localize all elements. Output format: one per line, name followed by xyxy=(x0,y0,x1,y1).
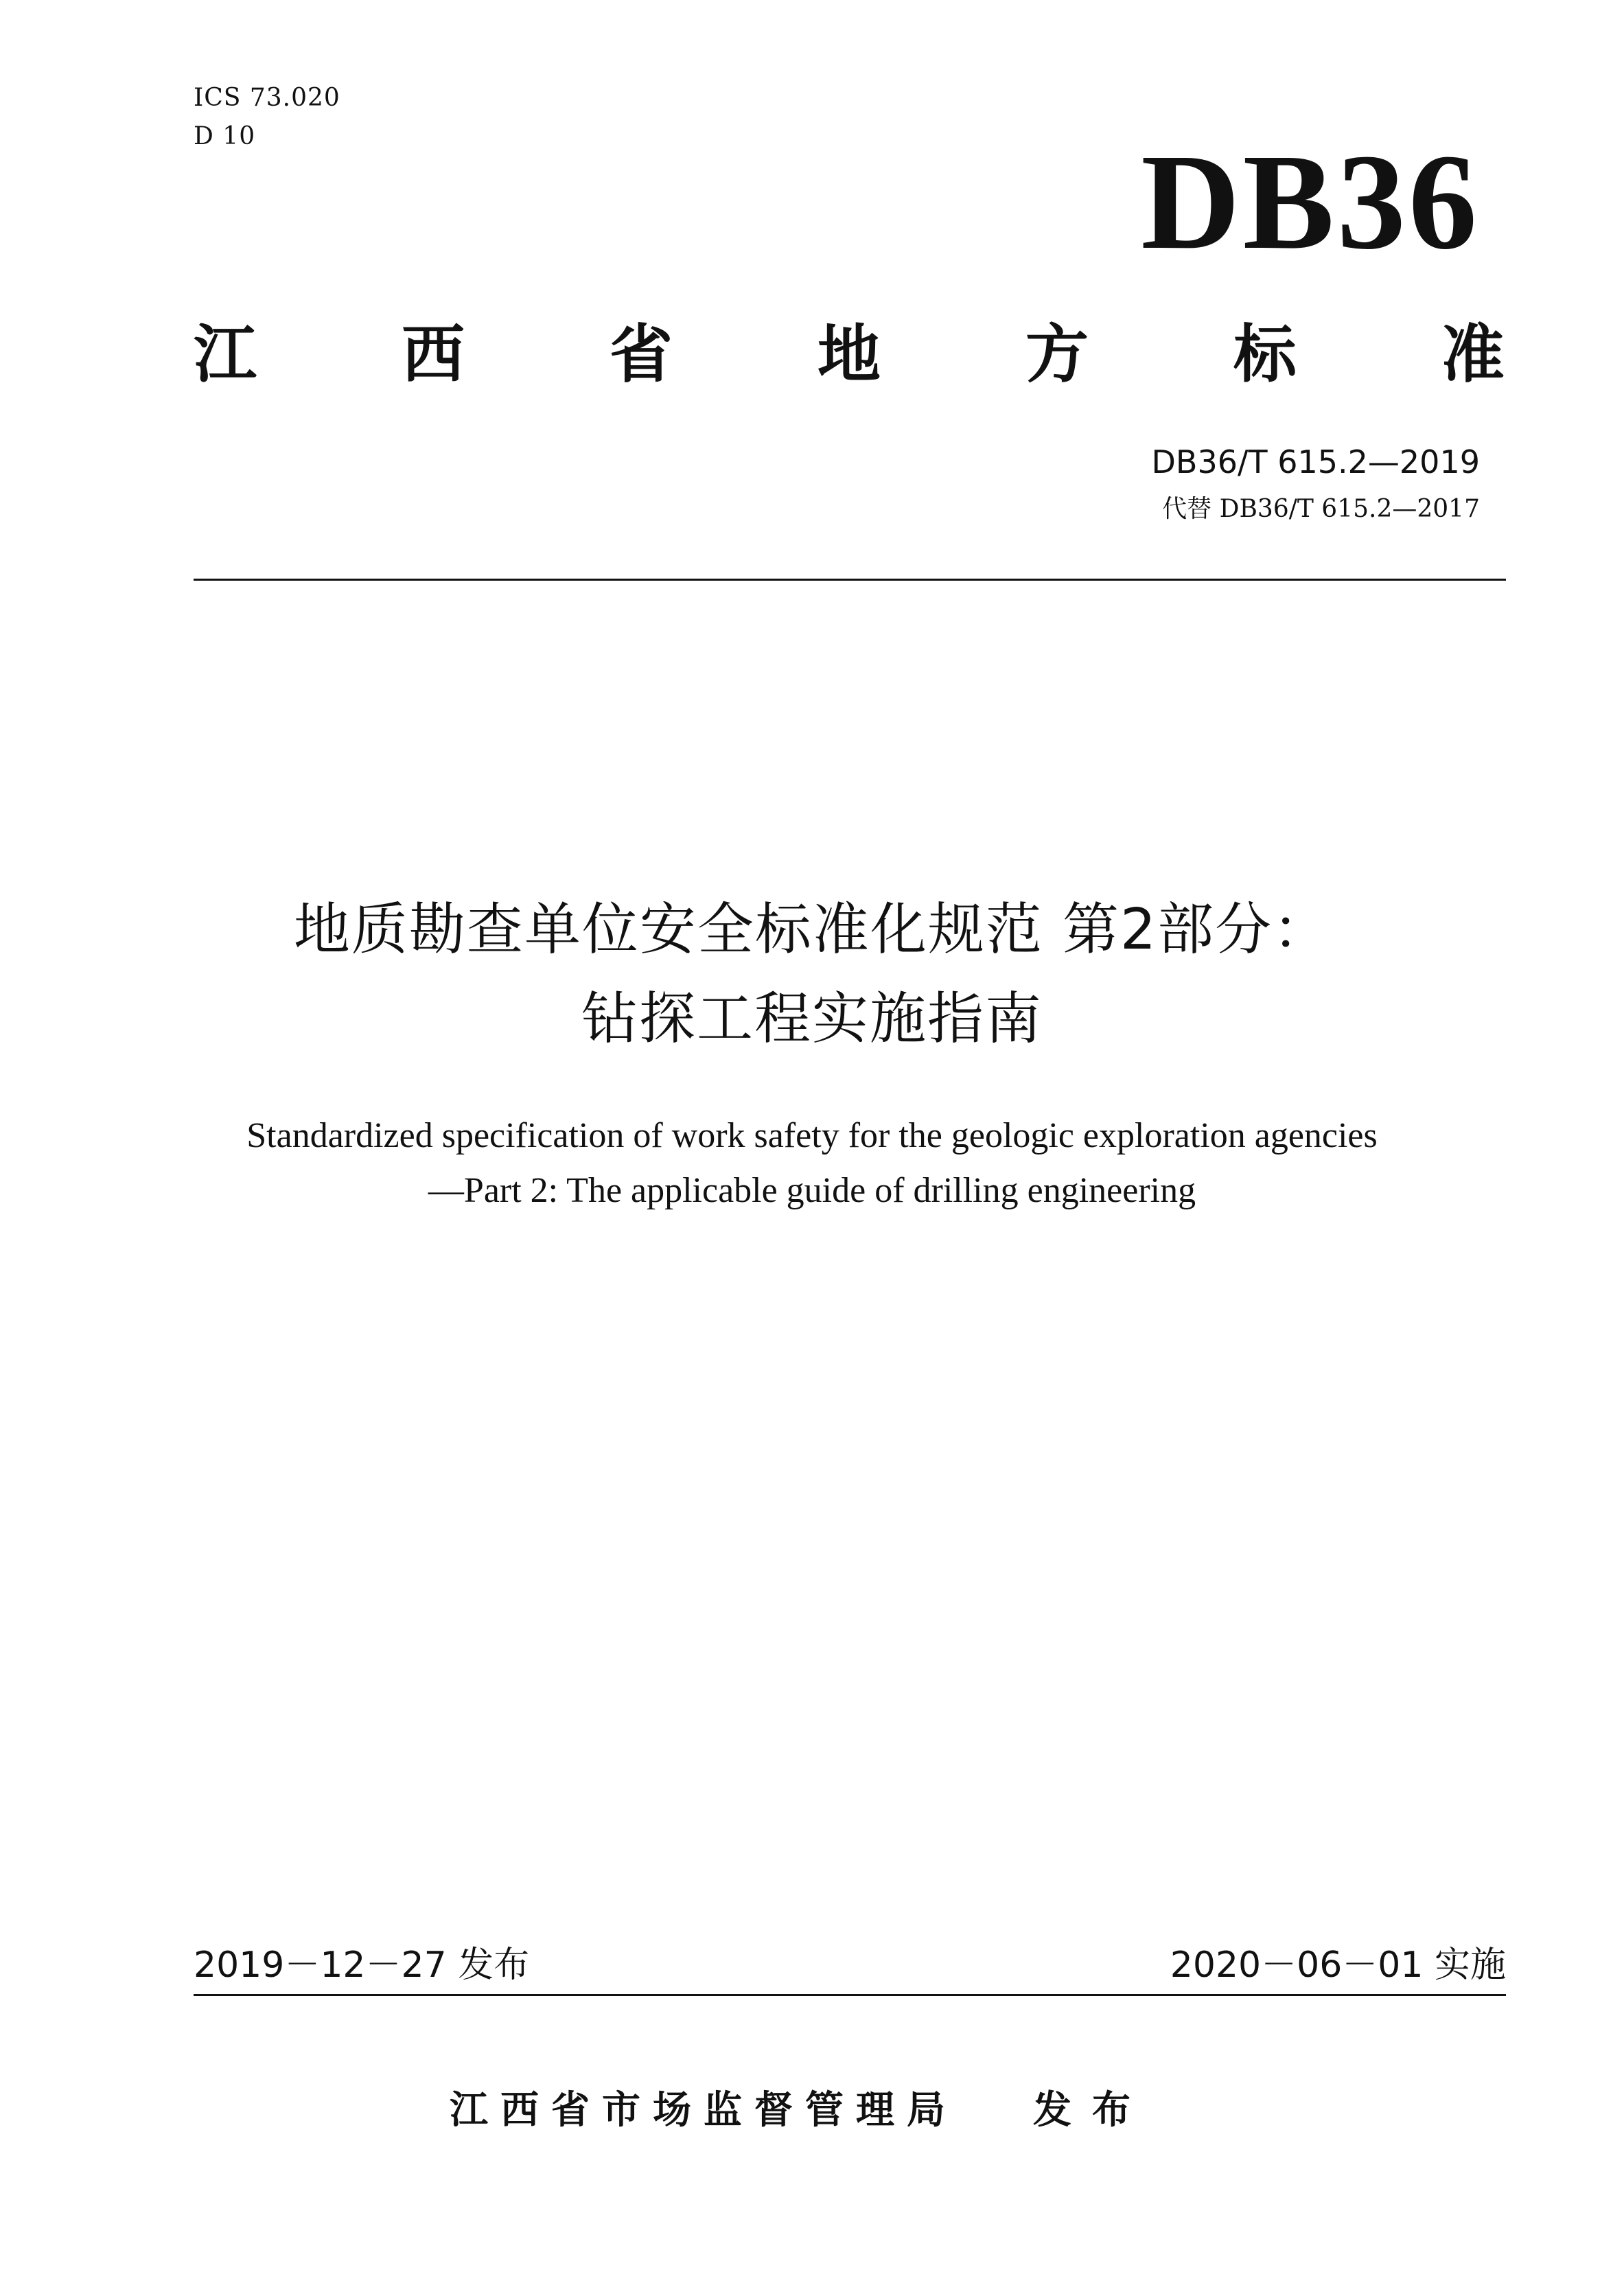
publisher xyxy=(450,2083,1151,2138)
standard-number: DB36/T 615.2—2019 xyxy=(1151,443,1480,480)
authority-title-char: 地 xyxy=(817,318,881,391)
authority-title-char: 江 xyxy=(194,318,257,391)
ccs-code: D 10 xyxy=(194,122,256,150)
top-divider xyxy=(194,579,1506,581)
bottom-divider xyxy=(194,1994,1506,1996)
publisher-name: 江西省市场监督管理局 xyxy=(450,2088,958,2133)
replaces-standard: 代替 DB36/T 615.2—2017 xyxy=(1162,495,1480,523)
authority-title-char: 方 xyxy=(1025,318,1089,391)
standard-mark: DB36 xyxy=(1141,126,1480,278)
chinese-title xyxy=(0,885,1624,1064)
authority-title-char: 省 xyxy=(609,318,673,391)
english-title-line-1: Standardized specification of work safety for the geologic exploration agencies xyxy=(246,1116,1378,1155)
chinese-title-line-1: 地质勘查单位安全标准化规范 第2部分： xyxy=(293,897,1331,962)
classification-codes xyxy=(194,79,340,156)
authority-title-char: 西 xyxy=(401,318,465,391)
date-row xyxy=(194,1941,1506,1989)
english-title xyxy=(0,1109,1624,1218)
publisher-action: 发布 xyxy=(1033,2088,1151,2133)
authority-title xyxy=(194,317,1505,393)
implementation-date: 2020－06－01 实施 xyxy=(1170,1945,1506,1986)
chinese-title-line-2: 钻探工程实施指南 xyxy=(581,986,1043,1052)
authority-title-char: 准 xyxy=(1441,318,1505,391)
ics-code: ICS 73.020 xyxy=(194,84,340,112)
authority-title-char: 标 xyxy=(1233,318,1297,391)
issue-date: 2019－12－27 发布 xyxy=(194,1945,530,1986)
english-title-line-2: —Part 2: The applicable guide of drilling engineering xyxy=(428,1171,1196,1210)
